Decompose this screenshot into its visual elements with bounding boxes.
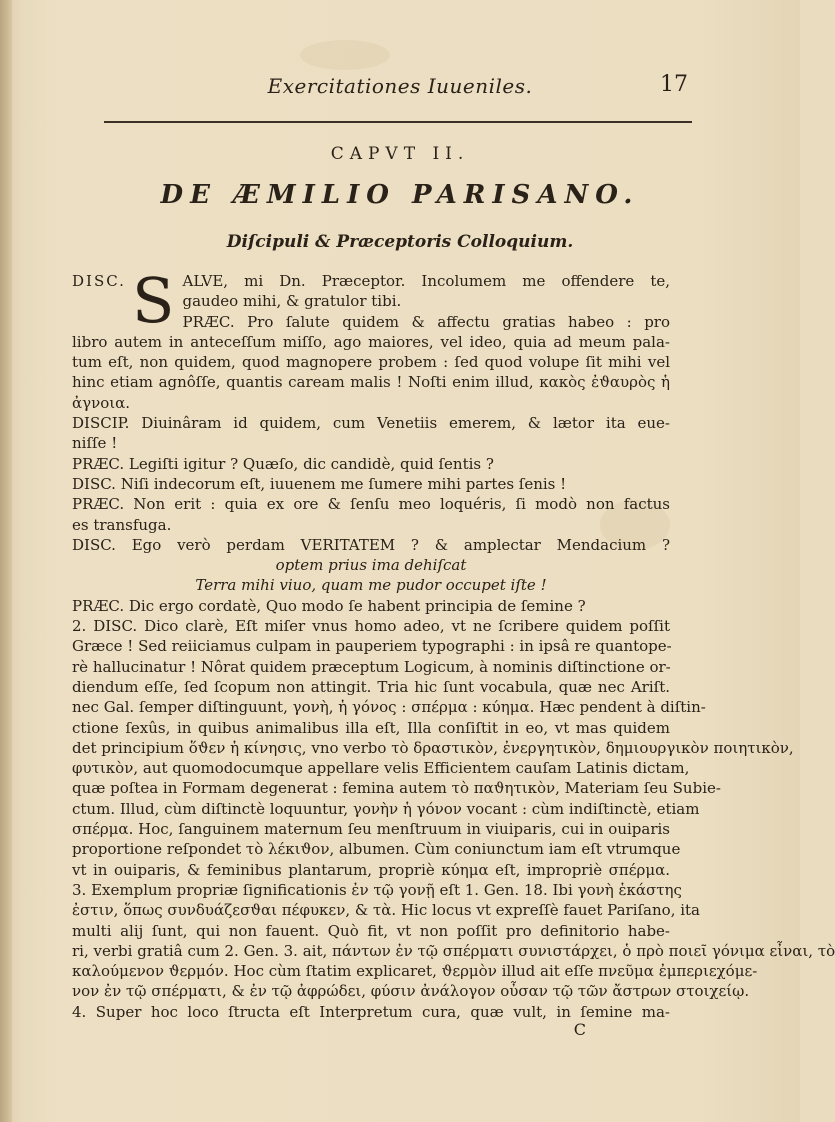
text-line: Græce ! Sed reiiciamus culpam in pauperiem typographi : in ipsâ re quantope- xyxy=(72,637,672,656)
text-line: 4. Super hoc loco ſtructa eſt Interpretum cura, quæ vult, in ſemine ma- xyxy=(72,1002,670,1021)
text-line: rè hallucinatur ! Nôrat quidem præceptum Logicum, à nominis diſtinctione or- xyxy=(72,657,671,676)
text-line: καλούμενον ϑερμόν. Hoc cùm ſtatim explicaret, ϑερμὸν illud ait eſſe πνεῦμα ἐμπεριεχόμε- xyxy=(72,962,758,981)
text-line: ἀγνοια. xyxy=(72,393,131,412)
text-line: proportione reſpondet τὸ λέκιϑον, albumen. Cùm coniunctum iam eſt vtrumque xyxy=(72,840,681,859)
chapter-number: CAPVT II. xyxy=(330,144,470,164)
text-line: 2. DISC. Dico clarè, Eſt miſer vnus homo adeo, vt ne ſcribere quidem poſſit xyxy=(72,617,670,636)
text-line: ctum. Illud, cùm diſtinctè loquuntur, γονὴν ἡ γόνον vocant : cùm indiſtinctè, etiam xyxy=(72,799,700,818)
text-line: libro autem in anteceſſum miſſo, ago maiores, vel ideo, quia ad meum pala- xyxy=(72,332,670,351)
text-line: DISCIP. Diuinâram id quidem, cum Venetiis emerem, & lætor ita eue- xyxy=(72,414,670,433)
speaker-label: DISC. xyxy=(72,272,126,290)
text-line: PRÆC. Legiſti igitur ? Quæſo, dic candidè, quid ſentis ? xyxy=(72,454,494,473)
text-line: es transfuga. xyxy=(72,515,172,534)
text-line: PRÆC. Pro ſalute quidem & affectu gratias habeo : pro xyxy=(182,312,670,331)
header-rule xyxy=(104,121,692,123)
chapter-subtitle: Diſcipuli & Præceptoris Colloquium. xyxy=(226,232,574,252)
body-text xyxy=(72,264,835,1022)
catchword: C xyxy=(573,1020,586,1039)
text-line: 3. Exemplum propriæ ſignificationis ἐν τῷ γονῇ eſt 1. Gen. 18. Ibi γονὴ ἑκάστης xyxy=(72,880,682,899)
drop-cap: S xyxy=(132,264,175,337)
running-head xyxy=(0,70,800,104)
verse-line: optem prius ima dehiſcat xyxy=(275,556,467,575)
text-line: hinc etiam agnôſſe, quantis caream malis ! Noſti enim illud, κακὸς ἐϑαυρὸς ἡ xyxy=(72,373,670,392)
text-line: ctione ſexûs, in quibus animalibus illa eſt, Illa conſiſtit in eo, vt mas quidem xyxy=(72,718,670,737)
text-line: νον ἐν τῷ σπέρματι, & ἐν τῷ ἀφρώδει, φύσιν ἀνάλογον οὖσαν τῷ τῶν ἄστρων στοιχείῳ. xyxy=(72,982,750,1001)
text-line: DISC. Ego verò perdam VERITATEM ? & amplectar Mendacium ? xyxy=(72,535,670,554)
text-line: PRÆC. Dic ergo cordatè, Quo modo ſe habent principia de ſemine ? xyxy=(72,596,586,615)
text-line: gaudeo mihi, & gratulor tibi. xyxy=(182,292,402,311)
text-line: DISC. Niſi indecorum eſt, iuuenem me ſumere mihi partes ſenis ! xyxy=(72,474,567,493)
page-number: 17 xyxy=(660,72,688,97)
text-line: tum eſt, non quidem, quod magnopere probem : ſed quod volupe ſit mihi vel xyxy=(72,353,670,372)
text-line: niſſe ! xyxy=(72,434,118,453)
text-line: σπέρμα. Hoc, ſanguinem maternum ſeu menſtruum in viuiparis, cui in ouiparis xyxy=(72,820,670,839)
text-line: ri, verbi gratiâ cum 2. Gen. 3. ait, πάντων ἐν τῷ σπέρματι συνιστάρχει, ὁ πρὸ ποιεῖ γόνιμα εἶναι, τὸ xyxy=(72,941,835,960)
chapter-title: DE ÆMILIO PARISANO. xyxy=(160,180,640,210)
text-line: φυτικὸν, aut quomodocumque appellare velis Efficientem cauſam Latinis dictam, xyxy=(72,759,690,778)
text-line: det principium ὅϑεν ἡ κίνησις, vno verbo τὸ δραστικὸν, ἐνεργητικὸν, δημιουργικὸν ποιητικὸν, xyxy=(72,738,794,757)
verse-line: Terra mihi viuo, quam me pudor occupet iſte ! xyxy=(195,576,547,595)
text-line-content: ALVE, mi Dn. Præceptor. Incolumem me offendere te, xyxy=(182,272,670,290)
text-line: PRÆC. Non erit : quia ex ore & ſenſu meo loquéris, ſi modò non factus xyxy=(72,495,670,514)
page-gutter xyxy=(0,0,12,1122)
text-line: quæ poſtea in Formam degenerat : femina autem τὸ παϑητικὸν, Materiam ſeu Subie- xyxy=(72,779,721,798)
text-line: nec Gal. ſemper diſtinguunt, γονὴ, ἡ γόνος : σπέρμα : κύημα. Hæc pendent à diſtin- xyxy=(72,698,706,717)
paper-stain xyxy=(300,40,390,70)
text-line: diendum eſſe, ſed ſcopum non attingit. Tria hic ſunt vocabula, quæ nec Ariſt. xyxy=(72,677,670,696)
running-title: Exercitationes Iuueniles. xyxy=(267,74,533,98)
text-line: ἐστιν, ὅπως συνδυάζεσϑαι πέφυκεν, & τὰ. Hic locus vt expreſſè fauet Pariſano, ita xyxy=(72,901,701,920)
text-line: vt in ouiparis, & feminibus plantarum, propriè κύημα eſt, impropriè σπέρμα. xyxy=(72,860,670,879)
text-line: multi alij ſunt, qui non fauent. Quò fit, vt non poſſit pro definitorio habe- xyxy=(72,921,670,940)
